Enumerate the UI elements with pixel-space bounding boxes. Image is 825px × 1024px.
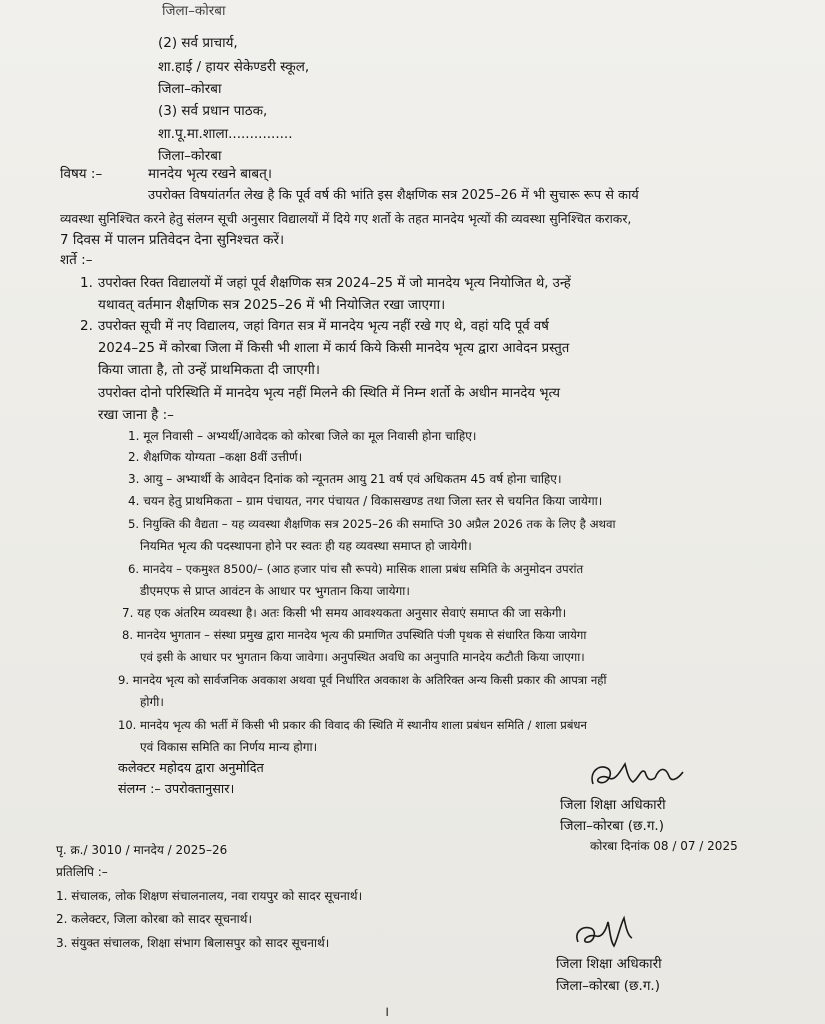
main-point-line: उपरोक्त रिक्त विद्यालयों में जहां पूर्व शैक्षणिक सत्र 2024–25 में जो मानदेय भृत्य नियोजित थे, उन्हें — [98, 276, 571, 291]
sub-point-cont: होगी। — [140, 695, 164, 709]
signatory-title: जिला शिक्षा अधिकारी — [560, 797, 666, 813]
approval-line: कलेक्टर महोदय द्वारा अनुमोदित — [118, 761, 264, 776]
conditions-heading: शर्ते :– — [60, 252, 93, 268]
copy-label: प्रतिलिपि :– — [56, 865, 108, 879]
sub-point: 2. शैक्षणिक योग्यता –कक्षा 8वीं उत्तीर्ण। — [128, 450, 303, 464]
addressee-cut-line: जिला–कोरबा — [162, 3, 226, 19]
sub-point: 1. मूल निवासी – अभ्यर्थी/आवेदक को कोरबा जिले का मूल निवासी होना चाहिए। — [128, 429, 477, 443]
subject-label: विषय :– — [60, 166, 103, 182]
intro-line: व्यवस्था सुनिश्चित करने हेतु संलग्न सूची अनुसार विद्यालयों में दिये गए शर्तो के तहत मानदेय भृत्यों की व्यवस्था सुनिश्चित कराकर, — [60, 211, 632, 226]
sub-point: 6. मानदेय – एकमुश्त 8500/– (आठ हजार पांच सौ रूपये) मासिक शाला प्रबंध समिति के अनुमोदन उपरांत — [128, 562, 584, 576]
main-point-line: 2024–25 में कोरबा जिला में किसी भी शाला में कार्य किये किसी मानदेय भृत्य द्वारा आवेदन प्रस्तुत — [98, 341, 570, 356]
copy-item: 1. संचालक, लोक शिक्षण संचालनालय, नवा रायपुर को सादर सूचनार्थ। — [56, 889, 363, 903]
sub-point: 5. नियुक्ति की वैद्यता – यह व्यवस्था शैक्षणिक सत्र 2025–26 की समाप्ति 30 अप्रैल 2026 तक के लिए है अथवा — [128, 517, 616, 531]
addressee-line: (3) सर्व प्रधान पाठक, — [158, 103, 268, 119]
intro-line: उपरोक्त विषयांतर्गत लेख है कि पूर्व वर्ष की भांति इस शैक्षणिक सत्र 2025–26 में भी सुचारू रूप से कार्य — [148, 188, 639, 203]
main-point-line: उपरोक्त सूची में नए विद्यालय, जहां विगत सत्र में मानदेय भृत्य नहीं रखे गए थे, वहां यदि पूर्व वर्ष — [98, 319, 549, 334]
letter-date: कोरबा दिनांक 08 / 07 / 2025 — [590, 839, 738, 853]
main-point-line: यथावत् वर्तमान शैक्षणिक सत्र 2025–26 में भी नियोजित रखा जाएगा। — [98, 297, 446, 313]
handwritten-signature — [585, 758, 695, 794]
signatory-title: जिला शिक्षा अधिकारी — [556, 956, 662, 972]
copy-item: 2. कलेक्टर, जिला कोरबा को सादर सूचनार्थ। — [56, 912, 252, 926]
intro-line: 7 दिवस में पालन प्रतिवेदन देना सुनिश्चत करें। — [60, 232, 285, 248]
signatory-place: जिला–कोरबा (छ.ग.) — [556, 978, 660, 994]
sub-point: 8. मानदेय भुगतान – संस्था प्रमुख द्वारा मानदेय भृत्य की प्रमाणित उपस्थिति पंजी पृथक से संधारित किया जायेगा — [122, 628, 587, 642]
both-situations-line: रखा जाना है :– — [98, 407, 174, 423]
sub-point-cont: एवं विकास समिति का निर्णय मान्य होगा। — [140, 740, 318, 754]
sub-point-cont: डीएमएफ से प्राप्त आवंटन के आधार पर भुगतान किया जायेगा। — [140, 584, 410, 598]
signatory-place: जिला–कोरबा (छ.ग.) — [560, 818, 664, 834]
sub-point-cont: एवं इसी के आधार पर भुगतान किया जावेगा। अनुपस्थित अवधि का अनुपाति मानदेय कटौती किया जाएगा। — [140, 650, 585, 664]
sub-point-cont: नियमित भृत्य की पदस्थापना होने पर स्वतः ही यह व्यवस्था समाप्त हो जायेगी। — [140, 539, 472, 553]
subject-text: मानदेय भृत्य रखने बाबत्। — [148, 166, 272, 182]
addressee-line: (2) सर्व प्राचार्य, — [158, 35, 238, 51]
attachment-line: संलग्न :– उपरोक्तानुसार। — [118, 782, 235, 797]
handwritten-signature — [572, 912, 652, 956]
copy-item: 3. संयुक्त संचालक, शिक्षा संभाग बिलासपुर को सादर सूचनार्थ। — [56, 936, 330, 950]
main-point-number: 1. — [80, 275, 93, 291]
addressee-line: जिला–कोरबा — [158, 81, 222, 97]
addressee-line: शा.पू.मा.शाला............... — [158, 126, 293, 142]
sub-point: 10. मानदेय भृत्य की भर्ती में किसी भी प्रकार की विवाद की स्थिति में स्थानीय शाला प्रबंधन समिति / शाला प्रबंधन — [118, 718, 587, 732]
page-number: । — [384, 1004, 390, 1020]
sub-point: 3. आयु – अभ्यार्थी के आवेदन दिनांक को न्यूनतम आयु 21 वर्ष एवं अधिकतम 45 वर्ष होना चाहिए। — [128, 472, 562, 486]
sub-point: 7. यह एक अंतरिम व्यवस्था है। अतः किसी भी समय आवश्यकता अनुसार सेवाएं समाप्त की जा सकेगी। — [122, 606, 567, 620]
main-point-line: किया जाता है, तो उन्हें प्राथमिकता दी जाएगी। — [98, 362, 320, 378]
addressee-line: शा.हाई / हायर सेकेण्डरी स्कूल, — [158, 59, 310, 75]
reference-number: पृ. क्र./ 3010 / मानदेय / 2025–26 — [56, 843, 228, 857]
both-situations-line: उपरोक्त दोनो परिस्थिति में मानदेय भृत्य नहीं मिलने की स्थिति में निम्न शर्तो के अधीन मानदेय भृत्य — [98, 386, 561, 401]
sub-point: 9. मानदेय भृत्य को सार्वजनिक अवकाश अथवा पूर्व निर्धारित अवकाश के अतिरिक्त अन्य किसी प्रकार की आपत्रा नहीं — [118, 673, 607, 687]
main-point-number: 2. — [80, 318, 93, 334]
addressee-line: जिला–कोरबा — [158, 148, 222, 164]
sub-point: 4. चयन हेतु प्राथमिकता – ग्राम पंचायत, नगर पंचायत / विकासखण्ड तथा जिला स्तर से चयनित किया जायेगा। — [128, 494, 603, 508]
